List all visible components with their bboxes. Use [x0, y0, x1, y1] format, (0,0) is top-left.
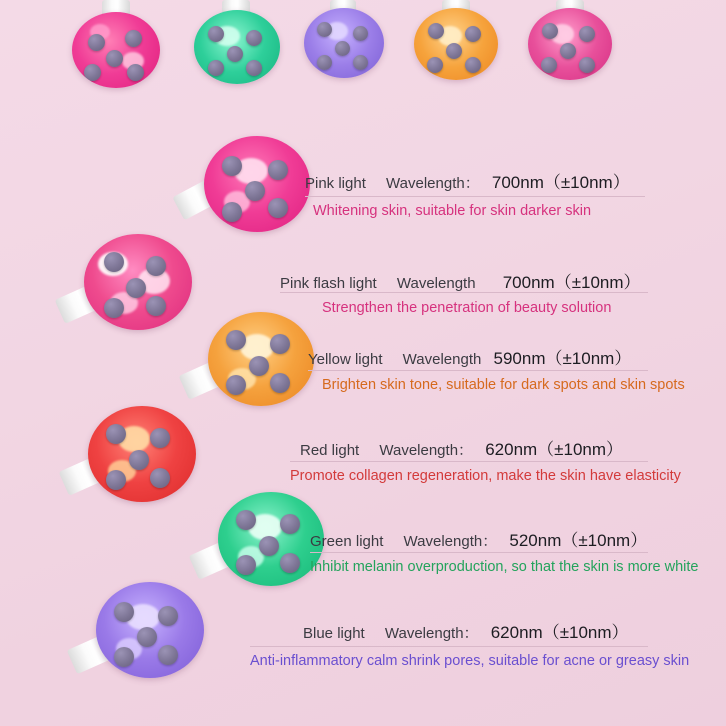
electrode-node: [114, 602, 134, 622]
electrode-node: [208, 60, 224, 76]
electrode-node: [104, 298, 124, 318]
electrode-node: [541, 57, 557, 73]
electrode-node: [222, 156, 242, 176]
electrode-node: [335, 41, 350, 56]
device-head: [84, 234, 192, 330]
electrode-node: [268, 160, 288, 180]
row-line-spec: [308, 344, 631, 369]
wavelength-value: 700nm（±10nm）: [502, 273, 641, 292]
electrode-node: [259, 536, 279, 556]
electrode-node: [245, 181, 265, 201]
wavelength-label: Wavelength：: [386, 175, 480, 192]
electrode-node: [208, 26, 224, 42]
electrode-node: [579, 57, 595, 73]
light-label: Red light: [300, 442, 360, 459]
electrode-node: [137, 627, 157, 647]
electrode-node: [127, 64, 144, 81]
electrode-node: [226, 375, 246, 395]
device-head: [208, 312, 314, 406]
row-description: Strengthen the penetration of beauty solution: [322, 300, 612, 316]
device-head: [88, 406, 196, 502]
wavelength-label: Wavelength: [402, 351, 482, 368]
wavelength-value: 620nm（±10nm）: [490, 623, 629, 642]
row-line-spec: [303, 618, 629, 643]
electrode-node: [125, 30, 142, 47]
light-label: Pink flash light: [280, 275, 377, 292]
electrode-node: [126, 278, 146, 298]
wavelength-value: 590nm（±10nm）: [493, 349, 632, 368]
row-description: Brighten skin tone, suitable for dark spots and skin spots: [322, 377, 685, 393]
electrode-node: [84, 64, 101, 81]
electrode-node: [542, 23, 558, 39]
electrode-node: [446, 43, 462, 59]
electrode-node: [106, 50, 123, 67]
row-divider: [310, 552, 648, 553]
row-description: Anti-inflammatory calm shrink pores, suitable for acne or greasy skin: [250, 653, 690, 669]
electrode-node: [146, 256, 166, 276]
electrode-node: [270, 334, 290, 354]
electrode-node: [88, 34, 105, 51]
row-description: Inhibit melanin overproduction, so that the skin is more white: [310, 559, 699, 575]
electrode-node: [465, 26, 481, 42]
row-line-spec: [305, 168, 630, 193]
electrode-node: [579, 26, 595, 42]
row-description: Whitening skin, suitable for skin darker skin: [313, 203, 592, 219]
electrode-node: [236, 510, 256, 530]
device-head: [218, 492, 324, 586]
electrode-node: [222, 202, 242, 222]
electrode-node: [560, 43, 576, 59]
row-description: Promote collagen regeneration, make the skin have elasticity: [290, 468, 681, 484]
device-head: [414, 8, 498, 80]
electrode-node: [158, 606, 178, 626]
electrode-node: [146, 296, 166, 316]
electrode-node: [270, 373, 290, 393]
row-line-spec: [280, 268, 641, 293]
electrode-node: [353, 55, 368, 70]
row-line-spec: [310, 526, 647, 551]
row-line-spec: [300, 435, 623, 460]
electrode-node: [104, 252, 124, 272]
light-label: Blue light: [303, 625, 365, 642]
electrode-node: [428, 23, 444, 39]
electrode-node: [353, 26, 368, 41]
device-head: [304, 8, 384, 78]
electrode-node: [106, 424, 126, 444]
electrode-node: [317, 55, 332, 70]
electrode-node: [226, 330, 246, 350]
wavelength-value: 700nm（±10nm）: [491, 173, 630, 192]
electrode-node: [150, 468, 170, 488]
light-label: Yellow light: [308, 351, 383, 368]
electrode-node: [246, 60, 262, 76]
row-divider: [308, 370, 648, 371]
electrode-node: [268, 198, 288, 218]
electrode-node: [427, 57, 443, 73]
row-divider: [280, 292, 648, 293]
wavelength-label: Wavelength: [396, 275, 491, 292]
wavelength-label: Wavelength：: [379, 442, 474, 459]
electrode-node: [249, 356, 269, 376]
device-head: [96, 582, 204, 678]
electrode-node: [236, 555, 256, 575]
row-divider: [290, 461, 648, 462]
row-divider: [305, 196, 645, 197]
wavelength-value: 620nm（±10nm）: [485, 440, 624, 459]
electrode-node: [317, 22, 332, 37]
device-head: [194, 10, 280, 84]
device-head: [528, 8, 612, 80]
electrode-node: [150, 428, 170, 448]
wavelength-label: Wavelength：: [384, 625, 479, 642]
electrode-node: [280, 553, 300, 573]
electrode-node: [465, 57, 481, 73]
electrode-node: [158, 645, 178, 665]
device-head: [204, 136, 310, 232]
row-divider: [250, 646, 648, 647]
wavelength-value: 520nm（±10nm）: [509, 531, 648, 550]
electrode-node: [227, 46, 243, 62]
light-label: Green light: [310, 533, 384, 550]
electrode-node: [106, 470, 126, 490]
electrode-node: [246, 30, 262, 46]
electrode-node: [129, 450, 149, 470]
electrode-node: [114, 647, 134, 667]
wavelength-label: Wavelength：: [403, 533, 498, 550]
device-head: [72, 12, 160, 88]
electrode-node: [280, 514, 300, 534]
light-label: Pink light: [305, 175, 366, 192]
